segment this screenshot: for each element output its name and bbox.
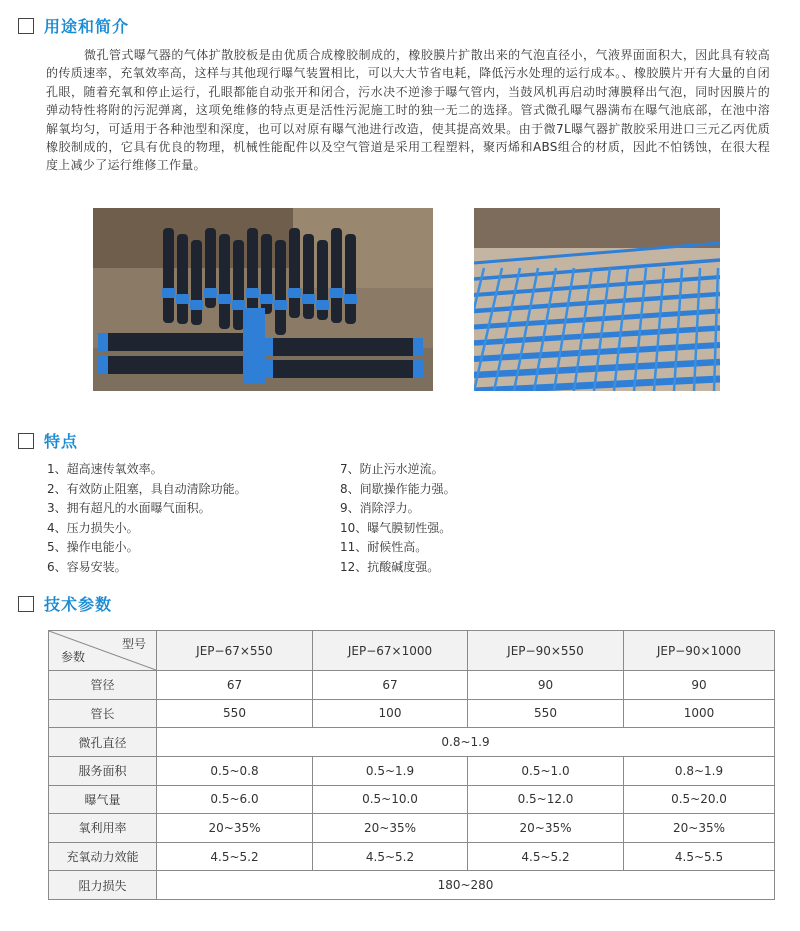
table-cell: 0.5~20.0 [624,785,775,814]
table-cell: 90 [624,671,775,700]
table-cell-merged: 180~280 [157,871,775,900]
table-cell: 4.5~5.2 [468,842,624,871]
table-cell: 0.5~0.8 [157,756,313,785]
feature-item: 7、防止污水逆流。 [340,462,444,476]
tube-shape [219,234,230,329]
tube-shape [233,240,244,330]
tube-cap-shape [218,294,231,304]
table-cell-merged: 0.8~1.9 [157,728,775,757]
table-cell: 67 [313,671,468,700]
checkbox-square-icon [18,433,34,449]
tube-shape [303,234,314,319]
feature-item: 4、压力损失小。 [47,520,139,535]
feature-item: 5、操作电能小。 [47,540,139,555]
tube-shape [98,333,258,351]
feature-item: 1、超高速传氧效率。 [47,462,163,476]
spec-table [48,630,775,900]
row-label: 服务面积 [49,756,157,785]
table-cell: 550 [468,699,624,728]
checkbox-square-icon [18,18,34,34]
table-cell: 20~35% [157,814,313,843]
table-cell: 4.5~5.2 [157,842,313,871]
tube-shape [263,338,423,356]
table-cell: 1000 [624,699,775,728]
table-cell: 67 [157,671,313,700]
coupling-shape [243,308,265,383]
table-cell: 90 [468,671,624,700]
tube-shape [345,234,356,324]
table-row [49,785,775,814]
row-label: 曝气量 [49,785,157,814]
row-label: 微孔直径 [49,728,157,757]
tube-shape [177,234,188,324]
table-header-model: JEP−90×550 [468,631,624,671]
tube-cap-shape [330,288,343,298]
table-cell: 0.8~1.9 [624,756,775,785]
row-label: 管长 [49,699,157,728]
row-label: 管径 [49,671,157,700]
feature-item: 10、曝气膜韧性强。 [340,520,452,535]
tube-cap-shape [246,288,259,298]
tube-shape [331,228,342,323]
tube-shape [247,228,258,313]
tube-cap-shape [98,333,108,351]
table-corner-cell [49,631,157,671]
feature-item: 12、抗酸碱度强。 [340,559,440,574]
section-title: 技术参数 [44,595,113,614]
tube-cap-shape [316,300,329,310]
table-row [49,842,775,871]
feature-item: 9、消除浮力。 [340,501,420,516]
tube-cap-shape [413,338,423,356]
table-cell: 4.5~5.5 [624,842,775,871]
section-title: 特点 [44,432,79,451]
table-header-model: JEP−67×1000 [313,631,468,671]
tube-cap-shape [288,288,301,298]
product-photo-tubes [93,208,433,391]
tube-shape [163,228,174,323]
table-row [49,756,775,785]
intro-paragraph: 微孔管式曝气器的气体扩散胶板是由优质合成橡胶制成的，橡胶膜片扩散出来的气泡直径小，气液界面面积大，因此具有较高的传质速率，充氧效率高，这样与其他现行曝气装置相比，可以大大节省电耗，降低污水处理的运行成本。、橡胶膜片开有大量的自闭孔眼，随着充氧和停止运行，孔眼都能自动张开和闭合，污水决不逆渗于曝气管内，当鼓风机再启动时薄膜释出气泡，同时因膜片的弹动特性将附的污泥弹离，这项免维修的特点更是活性污泥施工时的独一无二的选择。管式微孔曝气器满布在曝气池底部，在池中溶解氧均匀，可适用于各种池型和深度，也可以对原有曝气池进行改造，使其提高效果。由于微7L曝气器扩散胶采用进口三元乙丙优质橡胶制成的，它具有优良的物理，机械性能配件以及空气管道是采用工程塑料，聚丙烯和ABS组合的材质，因此不怕锈蚀，在很大程度上减少了运行维修工作量。 [46,48,770,173]
feature-item: 2、有效防止阻塞，具自动清除功能。 [47,481,247,496]
table-cell: 0.5~1.0 [468,756,624,785]
installation-photo-pipes [474,208,720,391]
table-cell: 550 [157,699,313,728]
tube-cap-shape [162,288,175,298]
table-header-model: JEP−67×550 [157,631,313,671]
table-cell: 20~35% [468,814,624,843]
table-header-model: JEP−90×1000 [624,631,775,671]
features-list-left [47,460,247,578]
tube-shape [191,240,202,325]
tube-shape [289,228,300,318]
tube-cap-shape [344,294,357,304]
table-row [49,728,775,757]
tube-cap-shape [274,300,287,310]
section-features-heading [18,429,78,452]
tube-cap-shape [176,294,189,304]
corner-param-label: 参数 [61,650,86,664]
table-row [49,671,775,700]
tube-shape [98,356,258,374]
tube-cap-shape [190,300,203,310]
tube-shape [275,240,286,335]
table-cell: 0.5~6.0 [157,785,313,814]
feature-item: 6、容易安装。 [47,559,127,574]
table-cell: 0.5~1.9 [313,756,468,785]
tube-cap-shape [413,360,423,378]
tube-cap-shape [302,294,315,304]
features-list-right [340,460,456,578]
section-usage-heading [18,14,129,37]
tube-shape [263,360,423,378]
table-cell: 0.5~10.0 [313,785,468,814]
corner-model-label: 型号 [121,637,146,651]
row-label: 氧利用率 [49,814,157,843]
tube-cap-shape [204,288,217,298]
section-specs-heading [18,592,112,615]
checkbox-square-icon [18,596,34,612]
row-label: 充氧动力效能 [49,842,157,871]
table-cell: 20~35% [313,814,468,843]
table-cell: 4.5~5.2 [313,842,468,871]
section-title: 用途和简介 [44,17,130,36]
row-label: 阻力损失 [49,871,157,900]
feature-item: 8、间歇操作能力强。 [340,481,456,496]
feature-item: 11、耐候性高。 [340,540,428,555]
table-cell: 0.5~12.0 [468,785,624,814]
table-row [49,814,775,843]
tube-cap-shape [260,294,273,304]
feature-item: 3、拥有超凡的水面曝气面积。 [47,501,211,516]
table-cell: 100 [313,699,468,728]
table-cell: 20~35% [624,814,775,843]
table-row [49,699,775,728]
tube-cap-shape [98,356,108,374]
table-row [49,871,775,900]
